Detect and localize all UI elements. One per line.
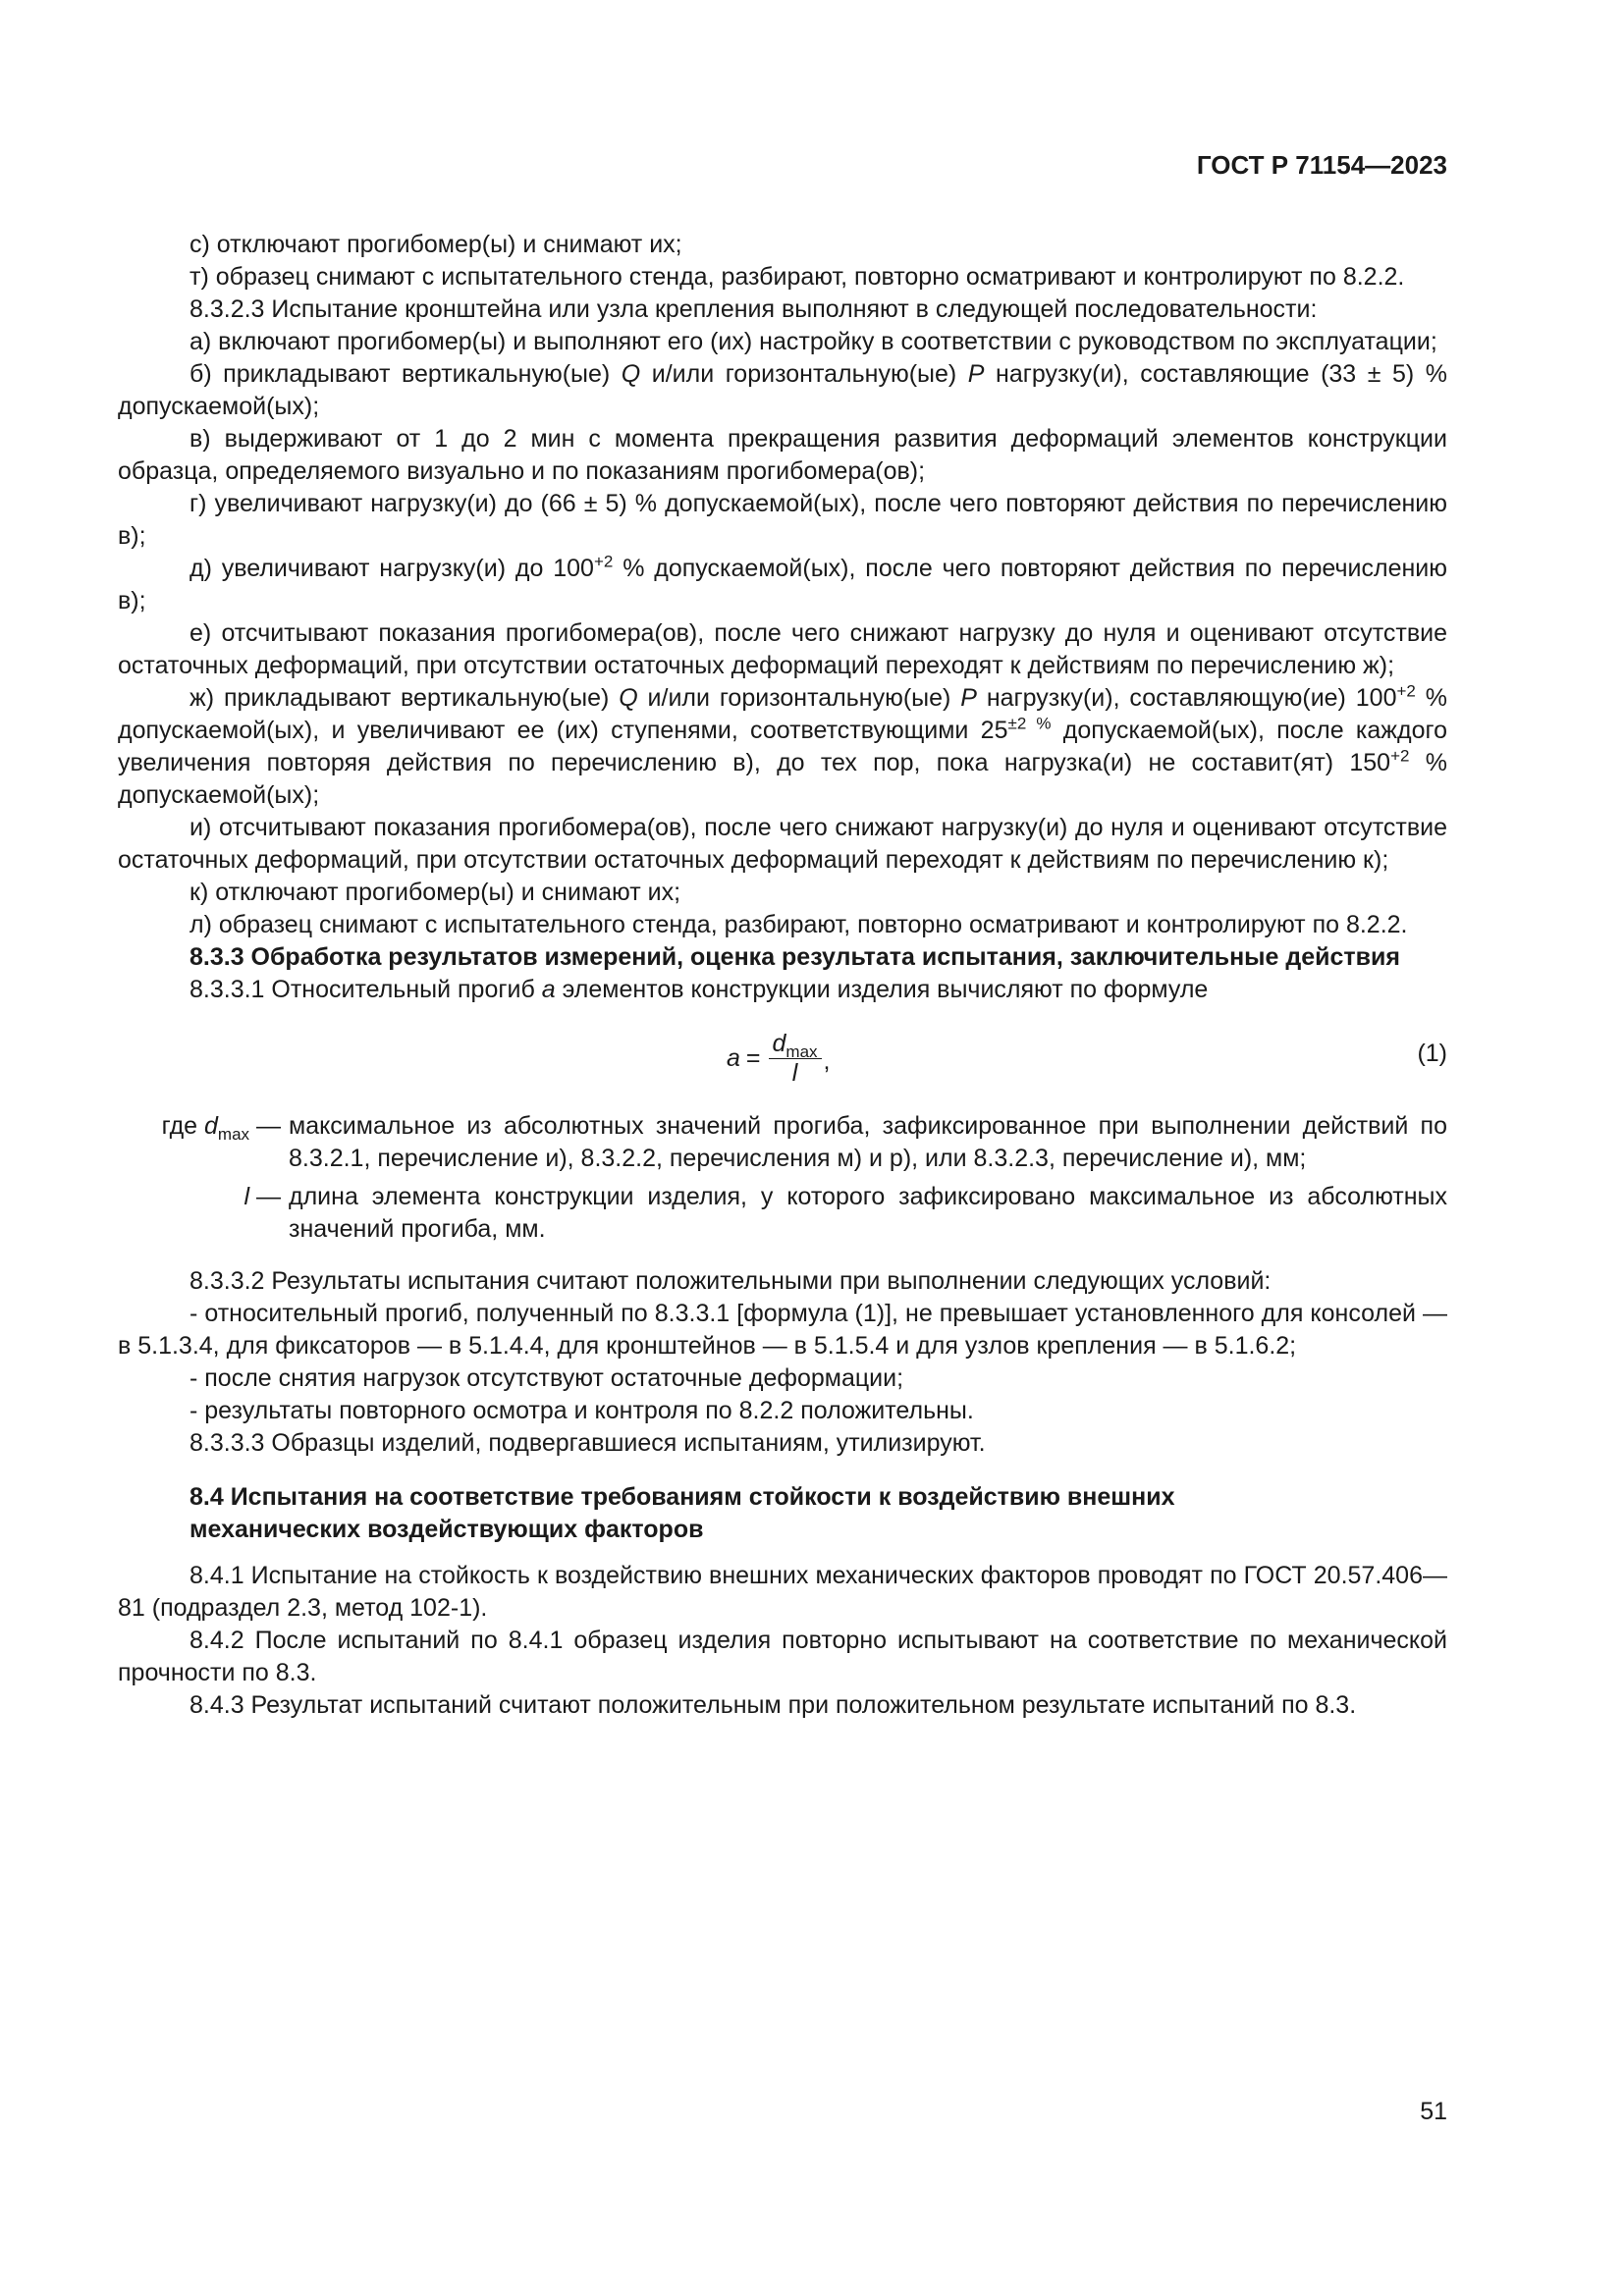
condition-2: - после снятия нагрузок отсутствуют остаточные деформации; <box>189 1364 904 1392</box>
clause-8-4-1: 8.4.1 Испытание на стойкость к воздействию внешних механических факторов проводят по ГОСТ 20.57.406—81 (подраздел 2.3, метод 102-1). <box>118 1562 1447 1622</box>
item-e: е) отсчитывают показания прогибомера(ов), после чего снижают нагрузку до нуля и оценивают отсутствие остаточных деформаций, при отсутствии остаточных деформаций переходят к действиям по перечислению ж); <box>118 619 1447 679</box>
item-zh: ж) прикладывают вертикальную(ые) Q и/или горизонтальную(ые) P нагрузку(и), составляющую(ие) $100^{+2}$ % допускаемой(ых), и увеличивают ее (их) ступенями, соответствующими $25^{\pm 2 \%}$ допускаемой(ых), после каждого увеличения повторяя действия по перечислению в), до тех пор, пока нагрузка(и) не составит(ят) $150^{+2}$ % допускаемой(ых); <box>118 681 1448 809</box>
clause-8-4-2: 8.4.2 После испытаний по 8.4.1 образец изделия повторно испытывают на соответствие по механической прочности по 8.3. <box>118 1627 1447 1686</box>
item-t: т) образец снимают с испытательного стенда, разбирают, повторно осматривают и контролируют по 8.2.2. <box>189 263 1405 291</box>
item-l: л) образец снимают с испытательного стенда, разбирают, повторно осматривают и контролируют по 8.2.2. <box>189 911 1408 938</box>
clause-8-3-3-1: 8.3.3.1 Относительный прогиб a элементов конструкции изделия вычисляют по формуле <box>189 976 1209 1003</box>
definitions <box>118 1110 1447 1246</box>
clause-8-3-2-3: 8.3.2.3 Испытание кронштейна или узла крепления выполняют в следующей последовательности: <box>189 295 1318 323</box>
formula-equals: = <box>745 1043 761 1072</box>
clause-8-4-3: 8.4.3 Результат испытаний считают положительным при положительном результате испытаний по 8.3. <box>189 1691 1357 1719</box>
formula-number: (1) <box>1417 1040 1447 1067</box>
page-body <box>118 229 1447 1722</box>
document-header-code: ГОСТ Р 71154—2023 <box>1196 150 1447 180</box>
item-b: б) прикладывают вертикальную(ые) Q и/или горизонтальную(ые) P нагрузку(и), составляющие (33 ± 5) % допускаемой(ых); <box>118 360 1448 420</box>
formula-1: a = $\frac{d_{max}}{l}$ , (1) <box>727 1030 1447 1087</box>
item-i: и) отсчитывают показания прогибомера(ов), после чего снижают нагрузку(и) до нуля и оценивают отсутствие остаточных деформаций, при отсутствии остаточных деформаций переходят к действиям по перечислению к); <box>118 814 1447 874</box>
clause-8-3-3-3: 8.3.3.3 Образцы изделий, подвергавшиеся испытаниям, утилизируют. <box>189 1429 986 1457</box>
formula-fraction: $\frac{d_{max}}{l}$ <box>769 1030 822 1087</box>
item-d: д) увеличивают нагрузку(и) до $100^{+2}$ % допускаемой(ых), после чего повторяют действия по перечислению в); <box>118 552 1447 614</box>
section-8-4-title: 8.4 Испытания на соответствие требованиям стойкости к воздействию внешних механических воздействующих факторов <box>189 1483 1175 1543</box>
symbol-p: P <box>967 360 985 388</box>
symbol-q: Q <box>621 360 641 388</box>
condition-3: - результаты повторного осмотра и контроля по 8.2.2 положительны. <box>189 1397 974 1424</box>
item-a: а) включают прогибомер(ы) и выполняют его (их) настройку в соответствии с руководством по эксплуатации; <box>189 328 1437 355</box>
item-g: г) увеличивают нагрузку(и) до (66 ± 5) % допускаемой(ых), после чего повторяют действия по перечислению в); <box>118 490 1447 550</box>
definition-l: l — длина элемента конструкции изделия, у которого зафиксировано максимальное из абсолютных значений прогиба, мм. <box>244 1183 1447 1243</box>
condition-1: - относительный прогиб, полученный по 8.3.3.1 [формула (1)], не превышает установленного для консолей — в 5.1.3.4, для фиксаторов — в 5.1.4.4, для кронштейнов — в 5.1.5.4 и для узлов крепления — в 5.1.6.2; <box>118 1300 1447 1360</box>
item-s: с) отключают прогибомер(ы) и снимают их; <box>189 231 682 258</box>
formula-lhs: a <box>727 1043 740 1072</box>
clause-8-3-3-2: 8.3.3.2 Результаты испытания считают положительными при выполнении следующих условий: <box>189 1267 1272 1295</box>
definition-dmax: где $d_{max}$ — максимальное из абсолютных значений прогиба, зафиксированное при выполнении действий по 8.3.2.1, перечисление и), 8.3.2.2, перечисления м) и р), или 8.3.2.3, перечисление и), мм; <box>161 1112 1447 1172</box>
heading-8-3-3: 8.3.3 Обработка результатов измерений, оценка результата испытания, заключительные действия <box>189 943 1400 971</box>
page-number: 51 <box>1420 2098 1447 2125</box>
item-v: в) выдерживают от 1 до 2 мин с момента прекращения развития деформаций элементов конструкции образца, определяемого визуально и по показаниям прогибомера(ов); <box>118 425 1447 485</box>
item-k: к) отключают прогибомер(ы) и снимают их; <box>189 879 681 906</box>
